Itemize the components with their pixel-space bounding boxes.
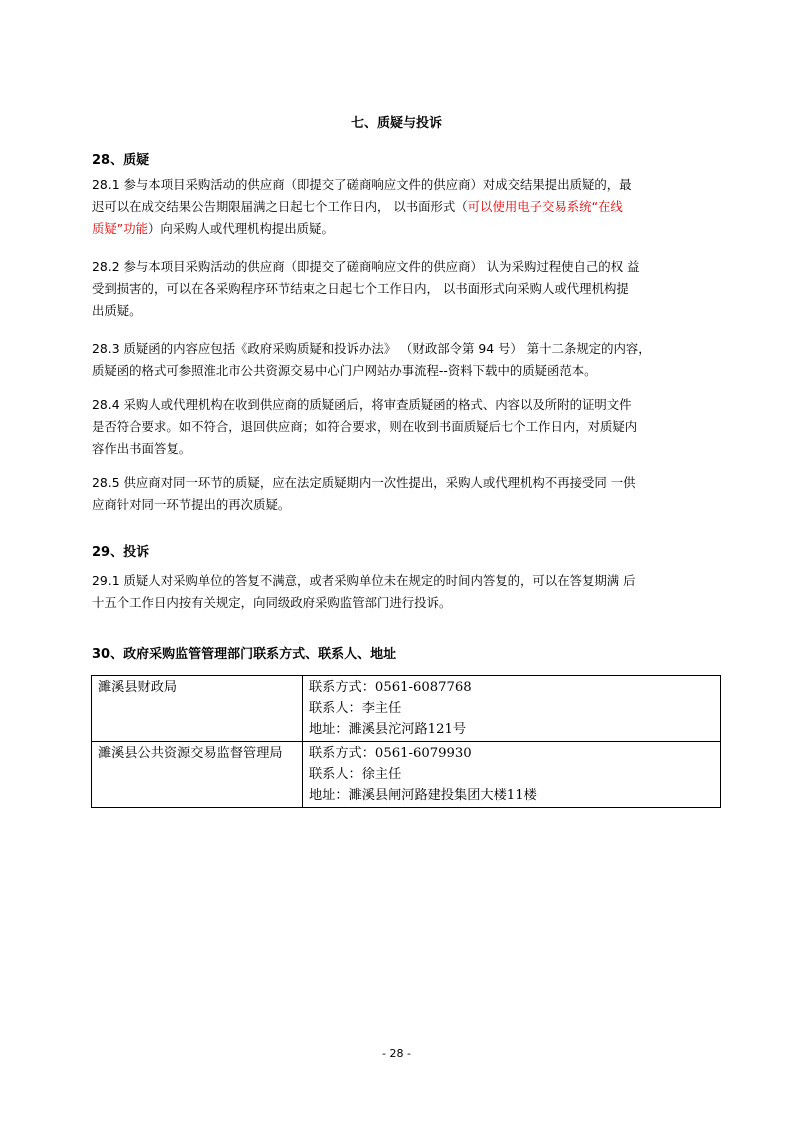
paragraph-line: 受到损害的，可以在各采购程序环节结束之日起七个工作日内， 以书面形式向采购人或代理机构提 — [92, 281, 629, 296]
paragraph-28-4 — [92, 394, 722, 460]
paragraph-29-1 — [92, 570, 722, 614]
paragraph-line: 出质疑。 — [92, 303, 142, 318]
contact-person-text: 联系人：李主任 — [309, 701, 402, 716]
table-row — [92, 742, 721, 808]
phone-text: 联系方式：0561-6087768 — [309, 680, 472, 695]
highlighted-text: 质疑”功能 — [92, 221, 148, 236]
paragraph-line: 十五个工作日内按有关规定，向同级政府采购监管部门进行投诉。 — [92, 595, 452, 610]
heading-30-contacts: 30、政府采购监管管理部门联系方式、联系人、地址 — [92, 647, 397, 662]
paragraph-line: 质疑函的格式可参照淮北市公共资源交易中心门户网站办事流程--资料下载中的质疑函范本。 — [92, 363, 597, 378]
page-number: - 28 - — [382, 1047, 411, 1060]
paragraph-line — [92, 196, 722, 218]
contact-details-cell — [303, 742, 721, 808]
department-name-cell: 濉溪县财政局 — [92, 676, 303, 742]
paragraph-line — [92, 218, 722, 240]
paragraph-28-2 — [92, 256, 722, 322]
paragraph-28-3 — [92, 338, 722, 382]
heading-29-complaint: 29、投诉 — [92, 545, 150, 560]
address-text: 地址：濉溪县沱河路121号 — [309, 722, 467, 737]
paragraph-text: 迟可以在成交结果公告期限届满之日起七个工作日内， 以书面形式（ — [92, 199, 468, 214]
paragraph-text: ）向采购人或代理机构提出质疑。 — [147, 221, 334, 236]
highlighted-text: 可以使用电子交易系统“在线 — [467, 199, 623, 214]
paragraph-28-1 — [92, 174, 722, 240]
paragraph-line: 28.5 供应商对同一环节的质疑，应在法定质疑期内一次性提出，采购人或代理机构不再接受同 一供 — [92, 475, 636, 490]
paragraph-line: 28.4 采购人或代理机构在收到供应商的质疑函后，将审查质疑函的格式、内容以及所附的证明文件 — [92, 397, 632, 412]
table-row — [92, 676, 721, 742]
heading-28-query: 28、质疑 — [92, 153, 150, 168]
contacts-table — [91, 675, 721, 808]
section-title: 七、质疑与投诉 — [350, 116, 442, 131]
contact-details-cell — [303, 676, 721, 742]
address-text: 地址：濉溪县闸河路建投集团大楼11楼 — [309, 788, 537, 803]
paragraph-line: 28.2 参与本项目采购活动的供应商（即提交了磋商响应文件的供应商） 认为采购过程使自己的权 益 — [92, 259, 640, 274]
paragraph-line: 29.1 质疑人对采购单位的答复不满意，或者采购单位未在规定的时间内答复的，可以在答复期满 后 — [92, 573, 636, 588]
paragraph-line: 是否符合要求。如不符合，退回供应商；如符合要求，则在收到书面质疑后七个工作日内，对质疑内 — [92, 419, 638, 434]
paragraph-28-5 — [92, 472, 722, 516]
phone-text: 联系方式：0561-6079930 — [309, 746, 472, 761]
paragraph-line: 28.1 参与本项目采购活动的供应商（即提交了磋商响应文件的供应商）对成交结果提出质疑的，最 — [92, 177, 632, 192]
paragraph-line: 容作出书面答复。 — [92, 441, 192, 456]
paragraph-line: 28.3 质疑函的内容应包括《政府采购质疑和投诉办法》 （财政部令第 94 号） 第十二条规定的内容， — [92, 341, 651, 356]
paragraph-line: 应商针对同一环节提出的再次质疑。 — [92, 497, 291, 512]
department-name-cell: 濉溪县公共资源交易监督管理局 — [92, 742, 303, 808]
contact-person-text: 联系人：徐主任 — [309, 767, 402, 782]
